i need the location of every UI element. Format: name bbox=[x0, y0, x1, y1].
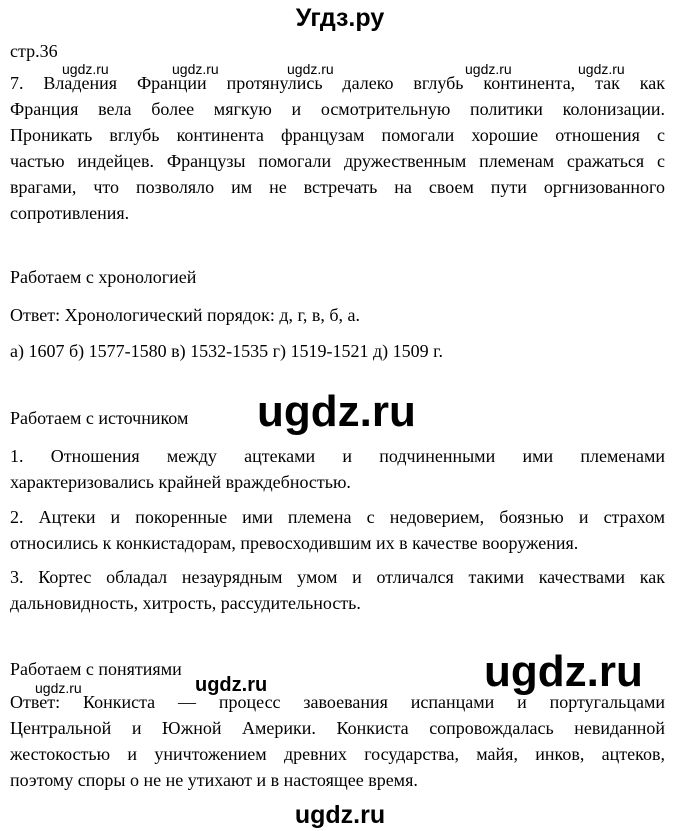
chronology-heading: Работаем с хронологией bbox=[10, 267, 197, 287]
watermark-medium: ugdz.ru bbox=[195, 674, 268, 696]
chronology-answer: Ответ: Хронологический порядок: д, г, в, б, а. bbox=[10, 305, 360, 325]
watermark-large: ugdz.ru bbox=[484, 647, 643, 696]
concepts-line: Ответ: Конкиста — процесс завоевания испанцами и португальцами bbox=[10, 692, 665, 712]
watermark-small: ugdz.ru bbox=[172, 61, 219, 77]
site-title: Угдз.ру bbox=[295, 4, 385, 32]
concepts-line: Центральной и Южной Америки. Конкиста сопровождалась невиданной bbox=[10, 718, 665, 738]
watermark-small: ugdz.ru bbox=[35, 680, 82, 696]
source-item-line: 2. Ацтеки и покоренные ими племена с недоверием, боязнью и страхом bbox=[10, 507, 665, 527]
watermark-small: ugdz.ru bbox=[287, 61, 334, 77]
task-7-line: сопротивления. bbox=[10, 203, 130, 223]
footer-watermark: ugdz.ru bbox=[294, 801, 386, 829]
source-item-line: 3. Кортес обладал незаурядным умом и отличался такими качествами как bbox=[10, 567, 665, 587]
source-item-line: дальновидность, хитрость, рассудительность. bbox=[10, 593, 361, 613]
source-item-line: характеризовались крайней враждебностью. bbox=[10, 472, 351, 492]
source-heading: Работаем с источником bbox=[10, 408, 189, 428]
chronology-dates: а) 1607 б) 1577-1580 в) 1532-1535 г) 1519-1521 д) 1509 г. bbox=[10, 341, 443, 361]
watermark-small: ugdz.ru bbox=[578, 61, 625, 77]
watermark-small: ugdz.ru bbox=[62, 61, 109, 77]
task-7-line: Проникать вглубь континента французам помогали хорошие отношения с bbox=[10, 125, 665, 145]
source-item-line: 1. Отношения между ацтеками и подчиненными ими племенами bbox=[10, 446, 665, 466]
task-7-line: врагами, что позволяло им не встречать на своем пути оргнизованного bbox=[10, 177, 665, 197]
task-7-line: Франция вела более мягкую и осмотрительную политики колонизации. bbox=[10, 99, 665, 119]
concepts-heading: Работаем с понятиями bbox=[10, 659, 182, 679]
watermark-large: ugdz.ru bbox=[257, 387, 416, 436]
concepts-line: жестокостью и уничтожением древних государства, майя, инков, ацтеков, bbox=[10, 744, 665, 764]
task-7-line: 7. Владения Франции протянулись далеко вглубь континента, так как bbox=[10, 73, 665, 93]
task-7-line: частью индейцев. Французы помогали дружественным племенам сражаться с bbox=[10, 151, 665, 171]
watermark-small: ugdz.ru bbox=[465, 61, 512, 77]
concepts-line: поэтому споры о не не утихают и в настоящее время. bbox=[10, 770, 418, 790]
source-item-line: относились к конкистадорам, превосходившим их в качестве вооружения. bbox=[10, 533, 579, 553]
page-reference: стр.36 bbox=[10, 41, 58, 61]
